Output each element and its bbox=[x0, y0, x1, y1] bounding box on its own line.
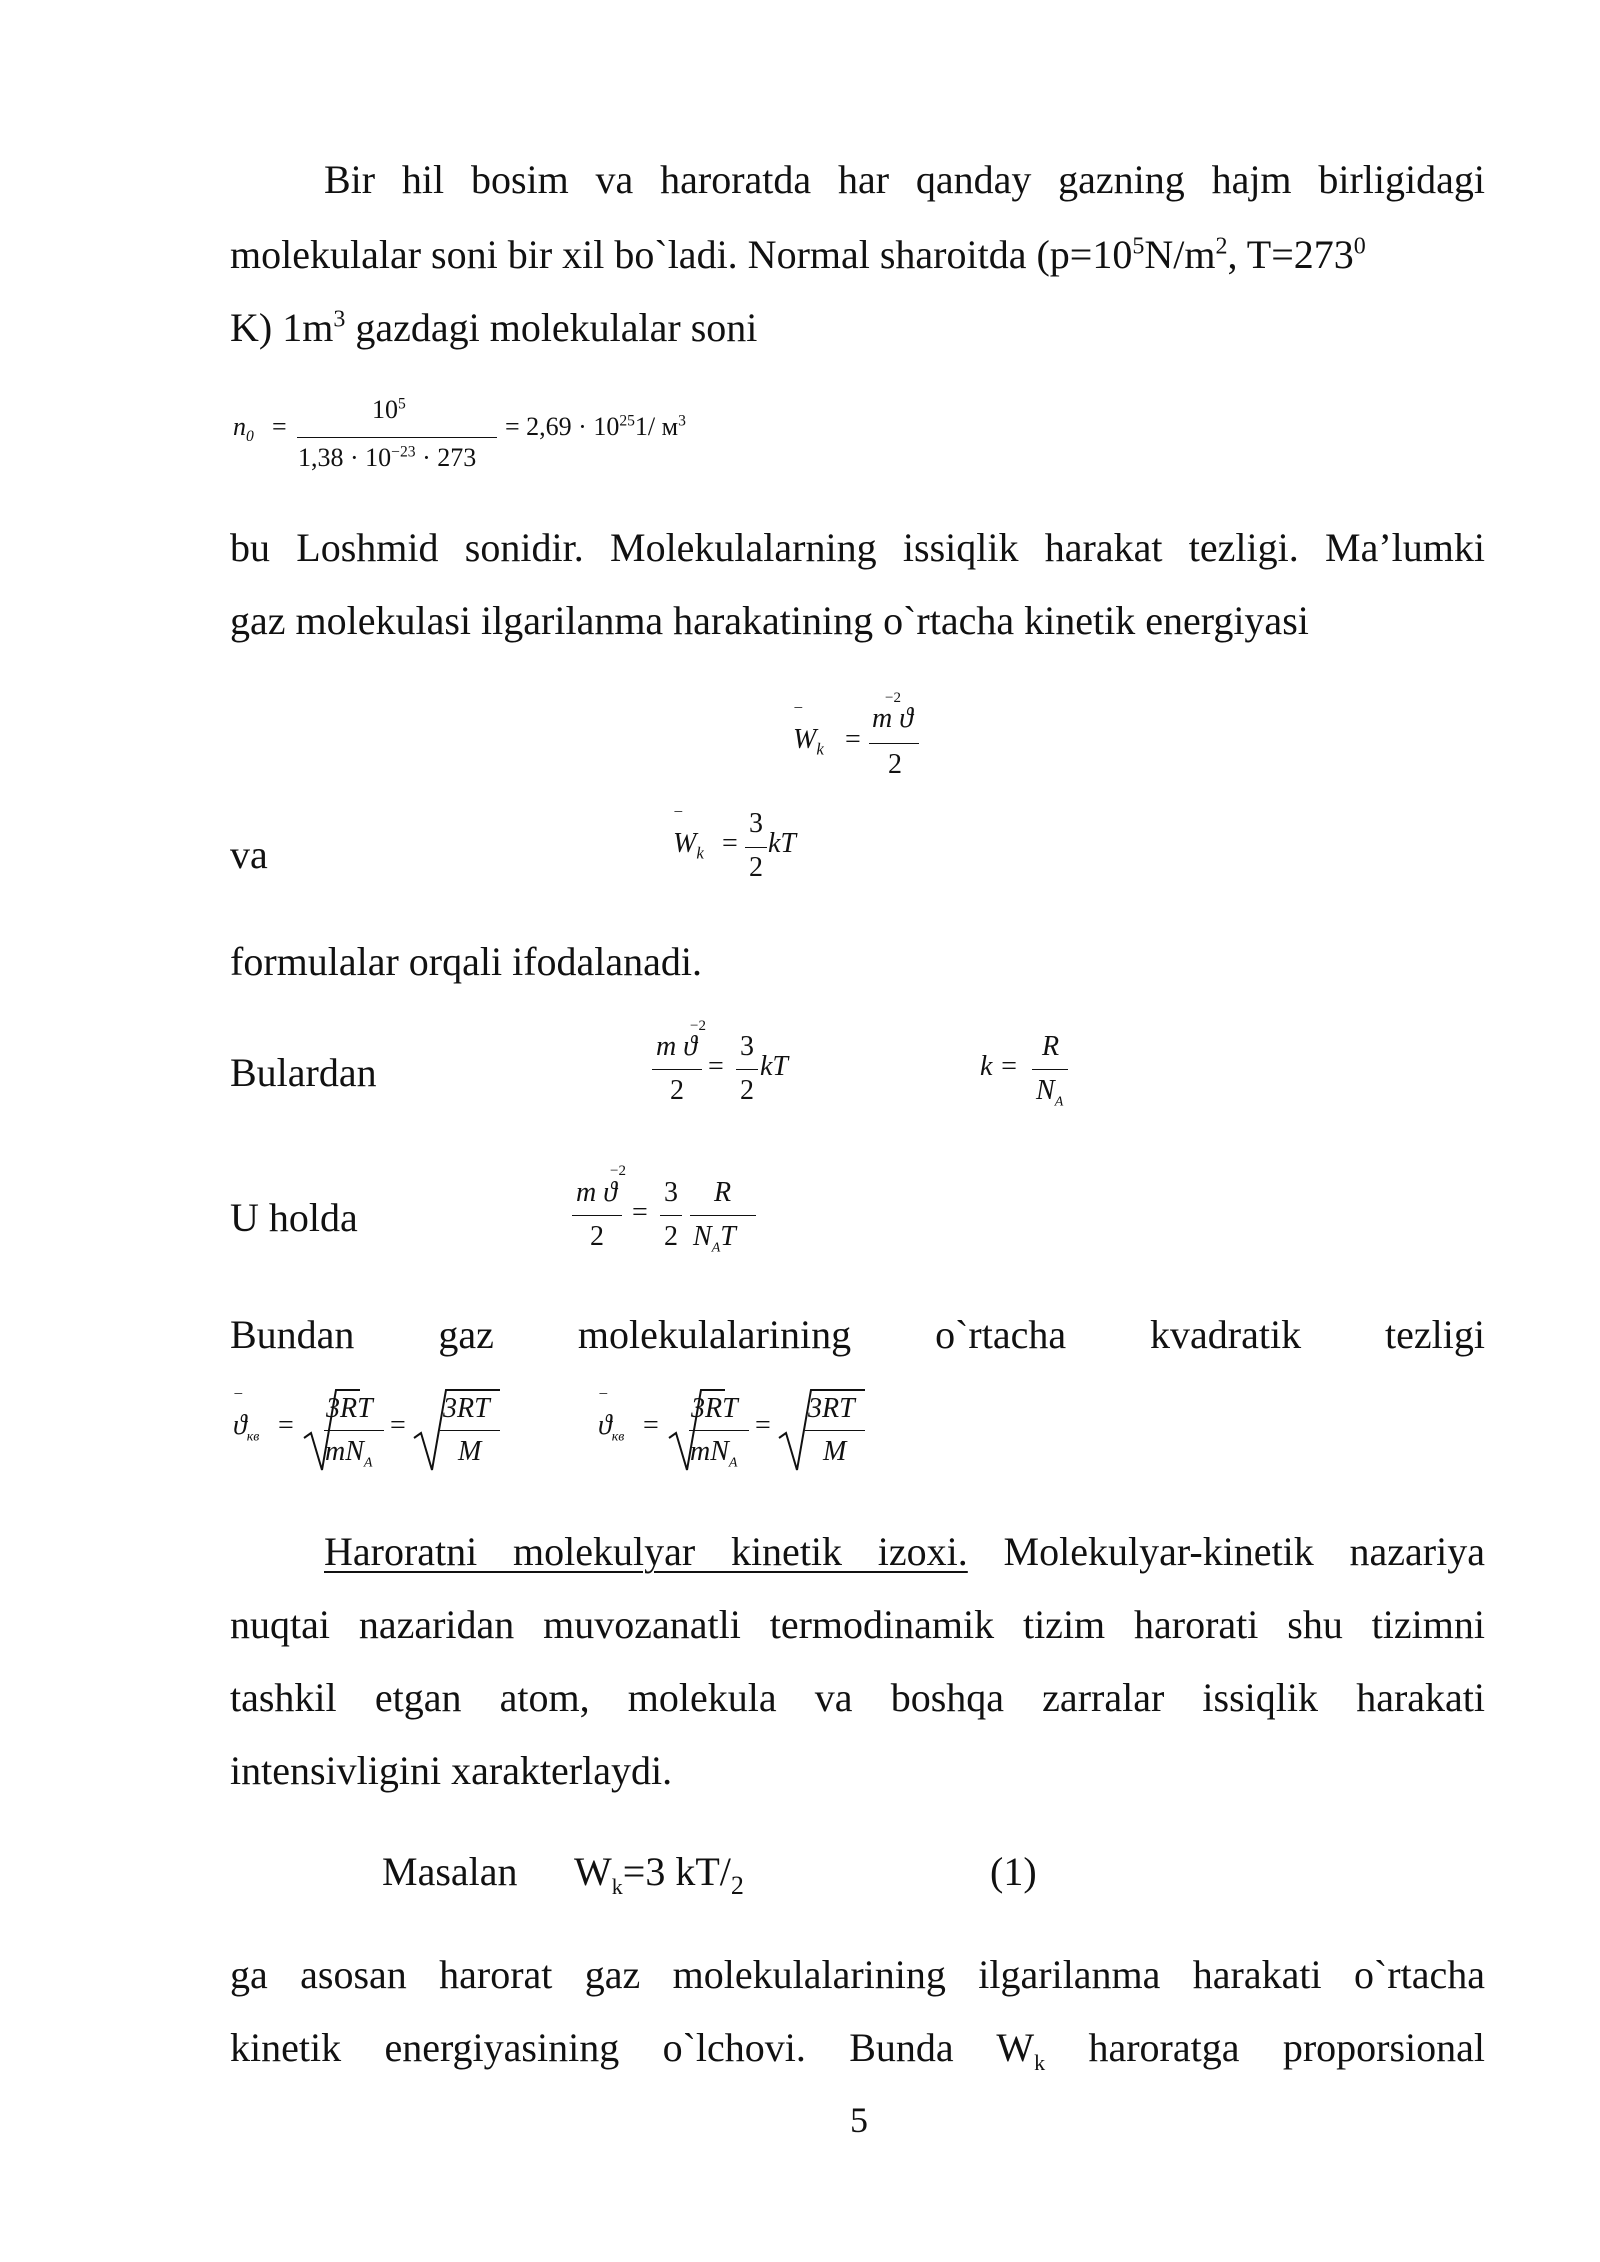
equation-number: (1) bbox=[990, 1849, 1037, 1894]
p3-line: formulalar orqali ifodalanadi. bbox=[230, 939, 703, 984]
masalan-formula: $W_k=3$ $kT/_2$ bbox=[574, 1849, 744, 1900]
masalan-label: Masalan bbox=[382, 1849, 518, 1894]
p2-line1: bu Loshmid sonidir. Molekulalarning issiqlik harakat tezligi. Ma’lumki bbox=[230, 525, 1485, 570]
p1-line1: Bir hil bosim va haroratda har qanday gazning hajm birligidagi bbox=[324, 157, 1485, 202]
u-holda-label: U holda bbox=[230, 1195, 358, 1240]
p1-line2: molekulalar soni bir xil bo`ladi. Normal sharoitda ($p=10^5N/m^2$, $T=273^0$ bbox=[230, 232, 1366, 277]
p4-line2: nuqtai nazaridan muvozanatli termodinamik tizim harorati shu tizimni bbox=[230, 1602, 1485, 1647]
p2-line2: gaz molekulasi ilgarilanma harakatining o`rtacha kinetik energiyasi bbox=[230, 598, 1309, 643]
p4-line3: tashkil etgan atom, molekula va boshqa zarralar issiqlik harakati bbox=[230, 1675, 1485, 1720]
page-number: 5 bbox=[850, 2100, 868, 2140]
section-heading-underlined: Haroratni molekulyar kinetik izoxi. bbox=[324, 1529, 968, 1574]
p1-line3: K) $1m^3$ gazdagi molekulalar soni bbox=[230, 305, 758, 350]
p4-line1: Haroratni molekulyar kinetik izoxi. Molekulyar-kinetik nazariya bbox=[324, 1529, 1485, 1574]
document-page: Bir hil bosim va haroratda har qanday gazning hajm birligidagi molekulalar soni bir xil bo`ladi. Normal sharoitda ($p=10^5N/m^2$, $T=273^0$ K) $1m^3$ gazdagi molekulalar soni $n_0$ = $10^5$ $1,38 \cdot 10^{-23} \cdot 273$ = $2,69 \cdot 10^{25}1/$ $м^3$ bu Loshmid sonidir. Molekulalarning issiqlik harakat tezligi. Ma’lumki gaz molekulasi ilgarilanma harakatining o`rtacha kinetik energiyasi ‾ $W_k$ = −2 m ϑ 2 va ‾ $W_k$ = 3 2 kT formulalar orqali ifodalanadi. Bulardan −2 m ϑ 2 = 3 2 kT k = R $N_A$ U holda −2 m ϑ 2 = 3 2 R $N_AT$ Bundan gaz molekulalarining o`rtacha kvadratik tezligi ‾ $ϑ_{кв}$ = 3RT $mN_A$ = 3RT M ‾ $ϑ_{кв}$ = 3RT $mN_A$ = 3RT M Haroratni molekulyar kinetik izoxi. Molekulyar-kinetik nazariya nuqtai nazaridan muvozanatli termodinamik tizim harorati shu tizimni tashkil etgan atom, molekula va boshqa zarralar issiqlik harakati intensivligini xarakterlaydi. Masalan $W_k=3$ $kT/_2$ (1) ga asosan harorat gaz molekulalarining ilgarilanma harakati o`rtacha kinetik energiyasining o`lchovi. Bunda $W_k$ haroratga proporsional 5 bbox=[0, 0, 1600, 2262]
bulardan-label: Bulardan bbox=[230, 1050, 377, 1095]
p5-line1: ga asosan harorat gaz molekulalarining ilgarilanma harakati o`rtacha bbox=[230, 1952, 1485, 1997]
p5-line2: kinetik energiyasining o`lchovi. Bunda $W_k$ haroratga proporsional bbox=[230, 2025, 1486, 2075]
bundan-line: Bundan gaz molekulalarining o`rtacha kvadratik tezligi bbox=[230, 1312, 1485, 1357]
p4-line4: intensivligini xarakterlaydi. bbox=[230, 1748, 673, 1793]
va-label: va bbox=[230, 832, 268, 877]
